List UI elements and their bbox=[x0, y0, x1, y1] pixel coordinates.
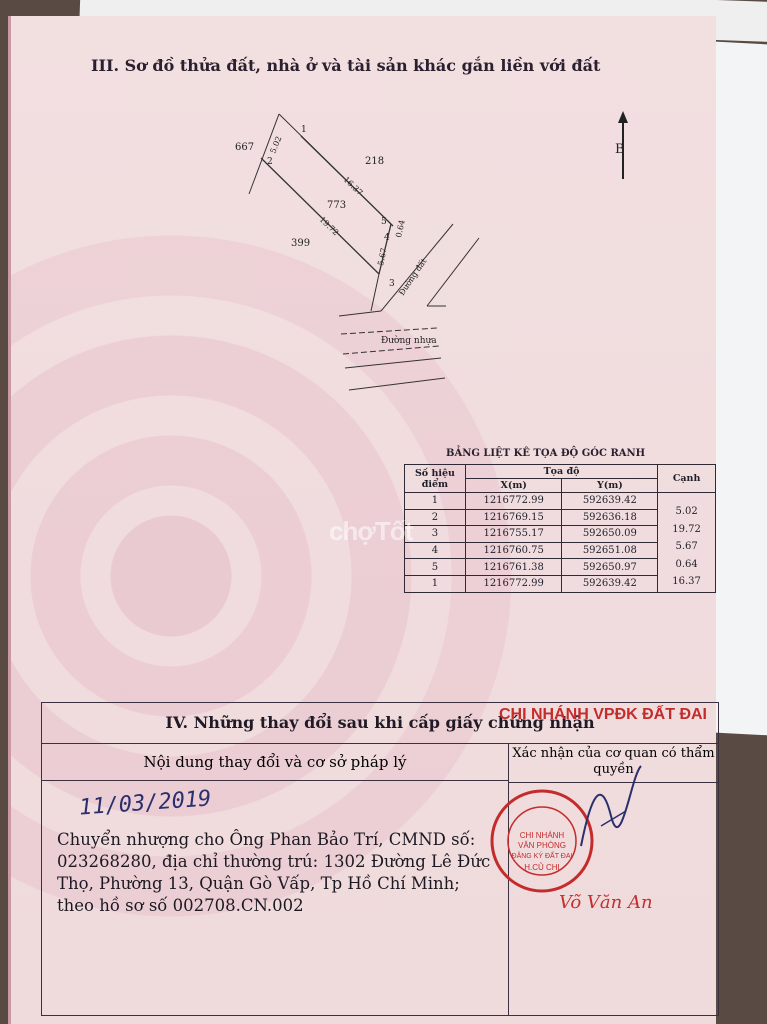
dirt-road-label: Đường đất bbox=[397, 256, 429, 298]
cell-y: 592636.18 bbox=[562, 509, 658, 526]
svg-text:ĐĂNG KÝ ĐẤT ĐAI: ĐĂNG KÝ ĐẤT ĐAI bbox=[511, 853, 573, 860]
cell-point: 4 bbox=[405, 542, 466, 559]
cell-x: 1216772.99 bbox=[465, 575, 562, 592]
cell-point: 2 bbox=[405, 509, 466, 526]
edge-value: 5.67 bbox=[675, 541, 698, 552]
signature-icon bbox=[571, 756, 651, 856]
header-point: Số hiệu điểm bbox=[405, 465, 466, 493]
point-1: 1 bbox=[301, 125, 307, 135]
svg-text:VĂN PHÒNG: VĂN PHÒNG bbox=[517, 841, 567, 850]
signer-name: Võ Văn An bbox=[559, 892, 653, 913]
cell-point: 3 bbox=[405, 526, 466, 543]
point-3: 3 bbox=[389, 279, 395, 289]
parcel-218: 218 bbox=[365, 156, 385, 167]
point-2: 2 bbox=[267, 157, 273, 167]
cell-y: 592639.42 bbox=[562, 575, 658, 592]
svg-text:CHI NHÁNH: CHI NHÁNH bbox=[519, 831, 565, 840]
parcel-399: 399 bbox=[291, 238, 311, 249]
edge-label: 0.64 bbox=[394, 219, 407, 239]
edge-value: 19.72 bbox=[672, 523, 701, 535]
section-title: III. Sơ đồ thửa đất, nhà ở và tài sản khác gắn liền với đất bbox=[91, 56, 601, 75]
coord-table-title: BẢNG LIỆT KÊ TỌA ĐỘ GÓC RANH bbox=[446, 448, 646, 459]
coordinate-table bbox=[404, 464, 716, 593]
watermark: chợTốt bbox=[329, 516, 413, 546]
parcel-773: 773 bbox=[327, 200, 347, 211]
change-content: Chuyển nhượng cho Ông Phan Bảo Trí, CMND số: 023268280, địa chỉ thường trú: 1302 Đường Lê Đức Thọ, Phường 13, Quận Gò Vấp, Tp Hồ Chí Minh; theo hồ sơ số 002708.CN.002 bbox=[57, 830, 491, 915]
header-y: Y(m) bbox=[562, 479, 658, 493]
cell-x: 1216760.75 bbox=[465, 542, 562, 559]
cell-y: 592651.08 bbox=[562, 542, 658, 559]
edge-value: 0.64 bbox=[675, 558, 698, 570]
point-5: 5 bbox=[381, 217, 387, 227]
header-edge: Cạnh bbox=[658, 465, 716, 493]
cell-y: 592650.09 bbox=[562, 526, 658, 543]
edge-label: 19.72 bbox=[317, 214, 341, 238]
svg-text:H.CỦ CHI: H.CỦ CHI bbox=[524, 863, 560, 872]
stamp-header: CHI NHÁNH VPĐK ĐẤT ĐAI bbox=[499, 706, 707, 723]
header-x: X(m) bbox=[465, 479, 562, 493]
edge-value: 5.02 bbox=[675, 506, 698, 517]
edge-label: 5.67 bbox=[376, 247, 389, 267]
edge-label: 5.02 bbox=[268, 134, 284, 155]
edge-label: 16.37 bbox=[341, 174, 365, 198]
cell-x: 1216769.15 bbox=[465, 509, 562, 526]
table-row bbox=[405, 493, 716, 510]
cell-point: 5 bbox=[405, 559, 466, 576]
north-label: B bbox=[615, 142, 625, 157]
north-arrow-icon bbox=[611, 111, 635, 181]
land-certificate-page bbox=[8, 16, 716, 1024]
cell-y: 592639.42 bbox=[562, 493, 658, 510]
parcel-plan bbox=[231, 106, 501, 396]
cell-x: 1216772.99 bbox=[465, 493, 562, 510]
point-4: 4 bbox=[384, 233, 390, 243]
handwritten-date: 11/03/2019 bbox=[78, 786, 213, 821]
column-content-header: Nội dung thay đổi và cơ sở pháp lý bbox=[42, 744, 509, 781]
cell-x: 1216755.17 bbox=[465, 526, 562, 543]
parcel-667: 667 bbox=[235, 142, 255, 153]
section4-title: IV. Những thay đổi sau khi cấp giấy chứng nhận bbox=[42, 703, 718, 744]
cell-point: 1 bbox=[405, 493, 466, 510]
column-confirm-header: Xác nhận của cơ quan có thẩm quyền bbox=[509, 744, 718, 783]
cell-x: 1216761.38 bbox=[465, 559, 562, 576]
cell-point: 1 bbox=[405, 575, 466, 592]
header-coords: Tọa độ bbox=[465, 465, 657, 479]
asphalt-road-label: Đường nhựa bbox=[381, 336, 437, 346]
cell-y: 592650.97 bbox=[562, 559, 658, 576]
edge-value: 16.37 bbox=[672, 576, 701, 587]
